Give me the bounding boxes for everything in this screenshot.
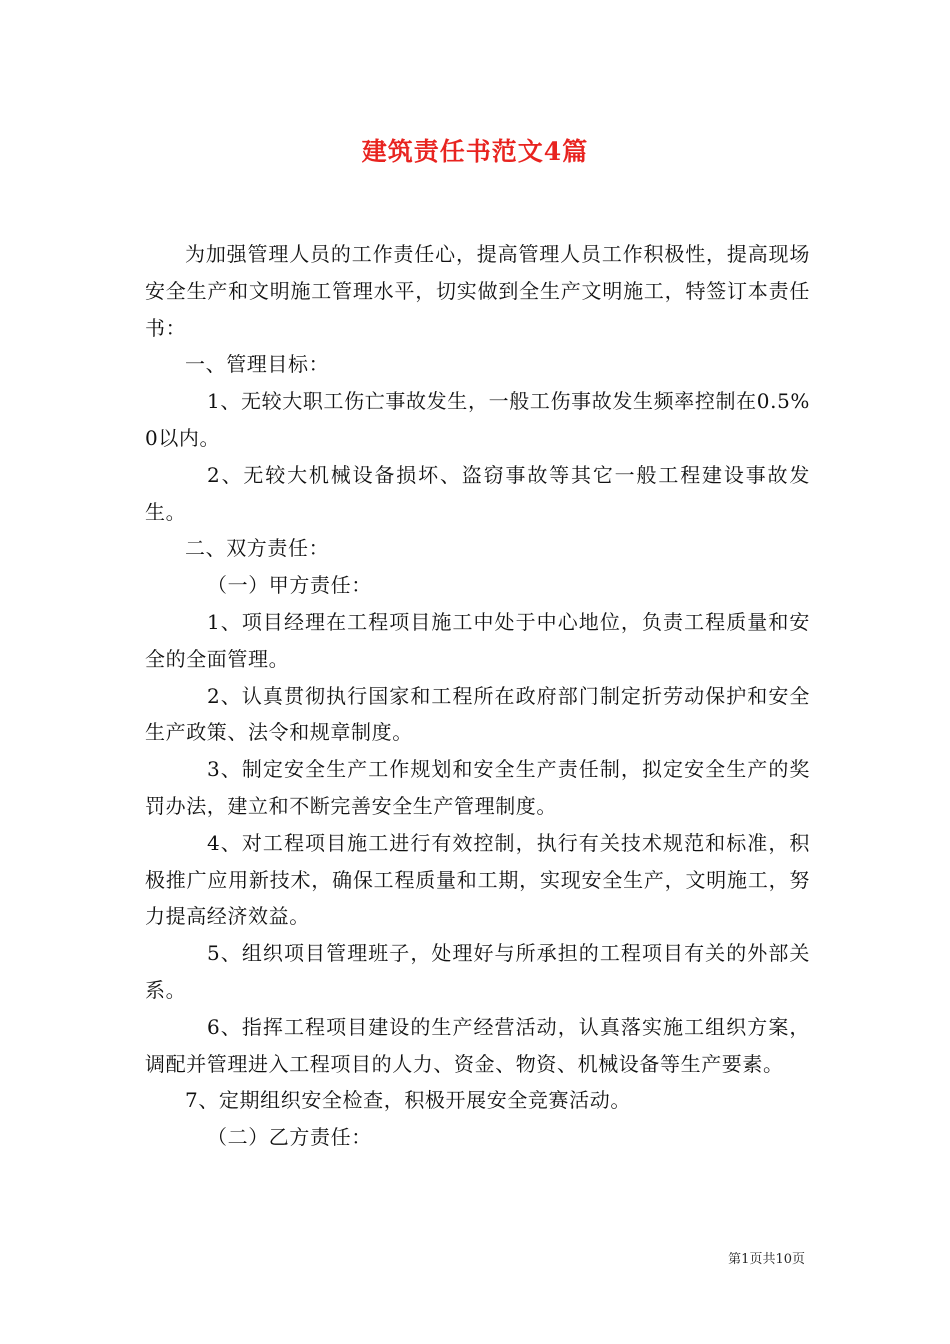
party-a-item-4: 4、对工程项目施工进行有效控制，执行有关技术规范和标准，积极推广应用新技术，确保工程质量和工期，实现安全生产，文明施工，努力提高经济效益。 (145, 830, 810, 929)
party-a-item-7: 7、定期组织安全检查，积极开展安全竞赛活动。 (185, 1088, 631, 1113)
party-a-item-2: 2、认真贯彻执行国家和工程所在政府部门制定折劳动保护和安全生产政策、法令和规章制度。 (145, 683, 810, 745)
party-a-item-6: 6、指挥工程项目建设的生产经营活动，认真落实施工组织方案，调配并管理进入工程项目的人力、资金、物资、机械设备等生产要素。 (145, 1014, 810, 1076)
subsection-heading-party-b: （二）乙方责任： (207, 1125, 372, 1150)
document-body (145, 236, 810, 1156)
intro-paragraph: 为加强管理人员的工作责任心，提高管理人员工作积极性，提高现场安全生产和文明施工管理水平，切实做到全生产文明施工，特签订本责任书： (145, 242, 810, 340)
page-footer: 第1页共10页 (728, 1252, 805, 1267)
party-a-item-3: 3、制定安全生产工作规划和安全生产责任制，拟定安全生产的奖罚办法，建立和不断完善安全生产管理制度。 (145, 757, 810, 818)
party-a-item-1: 1、项目经理在工程项目施工中处于中心地位，负责工程质量和安全的全面管理。 (145, 609, 810, 671)
party-a-item-5: 5、组织项目管理班子，处理好与所承担的工程项目有关的外部关系。 (145, 941, 810, 1002)
goal-item-1: 1、无较大职工伤亡事故发生，一般工伤事故发生频率控制在0.5%0以内。 (145, 389, 810, 450)
section-heading-responsibilities: 二、双方责任： (185, 536, 330, 561)
section-heading-goals: 一、管理目标： (185, 352, 330, 377)
subsection-heading-party-a: （一）甲方责任： (207, 573, 372, 598)
document-title: 建筑责任书范文4篇 (361, 137, 589, 166)
goal-item-2: 2、无较大机械设备损坏、盗窃事故等其它一般工程建设事故发生。 (145, 462, 810, 524)
